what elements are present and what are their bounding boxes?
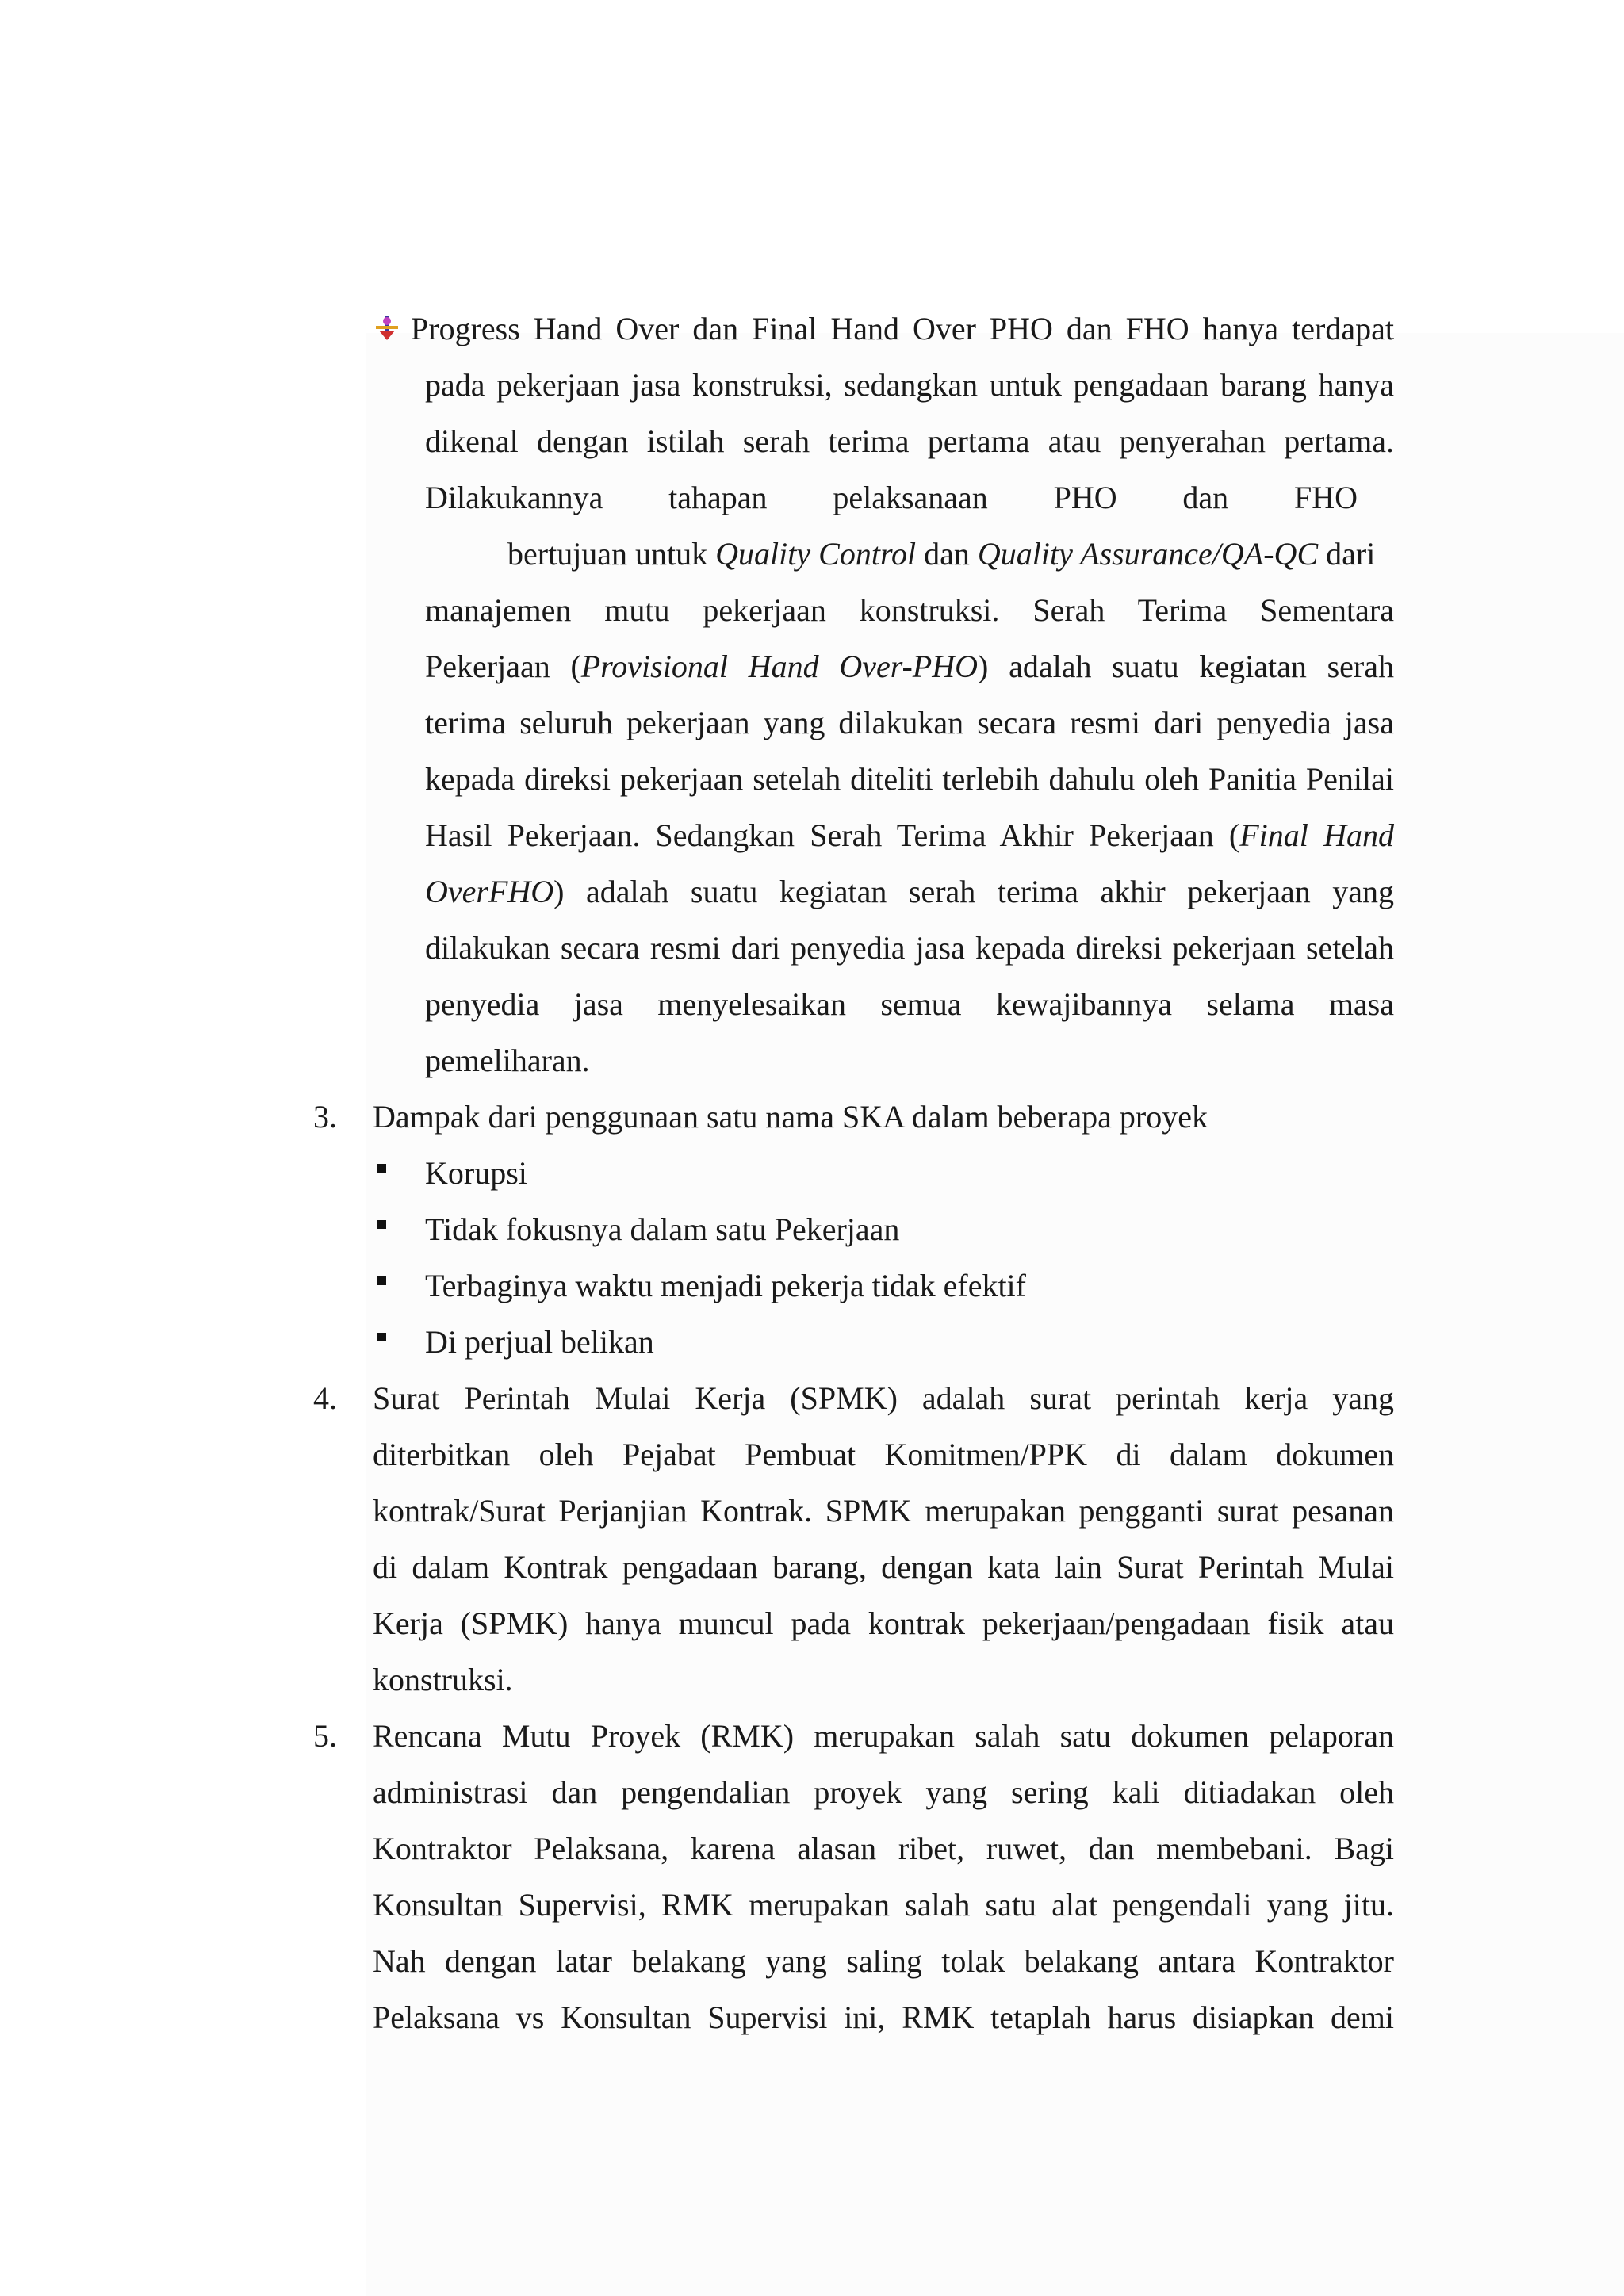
square-bullet-icon xyxy=(377,1220,386,1229)
word: FHO xyxy=(1125,311,1189,346)
item3-text: Dampak dari penggunaan satu nama SKA dalam beberapa proyek xyxy=(373,1099,1208,1135)
item4-line-4: di dalam Kontrak pengadaan barang, dengan kata lain Surat Perintah Mulai xyxy=(373,1549,1394,1585)
square-bullet-icon xyxy=(377,1276,386,1285)
item5-line-1: Rencana Mutu Proyek (RMK) merupakan salah satu dokumen pelaporan xyxy=(373,1718,1394,1754)
item3-bullet-2: Tidak fokusnya dalam satu Pekerjaan xyxy=(425,1211,900,1247)
word: Hand xyxy=(533,311,603,346)
item4-line-3: kontrak/Surat Perjanjian Kontrak. SPMK merupakan pengganti surat pesanan xyxy=(373,1493,1394,1529)
list-number-3: 3. xyxy=(313,1099,337,1135)
word: Final xyxy=(752,311,818,346)
word: Over xyxy=(912,311,976,346)
word: hanya xyxy=(1202,311,1279,346)
item4-line-2: diterbitkan oleh Pejabat Pembuat Komitmen/PPK di dalam dokumen xyxy=(373,1437,1394,1472)
item5-line-3: Kontraktor Pelaksana, karena alasan ribet, ruwet, dan membebani. Bagi xyxy=(373,1831,1394,1866)
item4-line-5: Kerja (SPMK) hanya muncul pada kontrak pekerjaan/pengadaan fisik atau xyxy=(373,1605,1394,1641)
bullet1-line-13: penyedia jasa menyelesaikan semua kewajibannya selama masa xyxy=(425,986,1394,1022)
bullet1-line-14: pemeliharan. xyxy=(425,1043,590,1078)
bullet1-line-1 xyxy=(411,301,1394,357)
list-number-5: 5. xyxy=(313,1718,337,1754)
word: terdapat xyxy=(1292,311,1394,346)
item3-bullet-1: Korupsi xyxy=(425,1155,527,1191)
word: PHO xyxy=(989,311,1053,346)
list-number-4: 4. xyxy=(313,1380,337,1416)
word: dan xyxy=(1066,311,1113,346)
item5-line-4: Konsultan Supervisi, RMK merupakan salah satu alat pengendali yang jitu. xyxy=(373,1887,1394,1923)
item3-bullet-4: Di perjual belikan xyxy=(425,1324,654,1360)
bullet1-line-7: Pekerjaan (Provisional Hand Over-PHO) adalah suatu kegiatan serah xyxy=(425,649,1395,684)
square-bullet-icon xyxy=(377,1333,386,1341)
word: Hand xyxy=(830,311,899,346)
bullet1-line-4: Dilakukannya tahapan pelaksanaan PHO dan FHO xyxy=(425,480,1358,515)
item4-line-6: konstruksi. xyxy=(373,1662,513,1697)
bullet1-line-11: OverFHO) adalah suatu kegiatan serah terima akhir pekerjaan yang xyxy=(425,874,1394,909)
bullet1-line-10: Hasil Pekerjaan. Sedangkan Serah Terima Akhir Pekerjaan (Final Hand xyxy=(425,817,1395,853)
pin-arrow-icon xyxy=(374,315,400,342)
word: dan xyxy=(692,311,739,346)
word: Over xyxy=(615,311,680,346)
bullet1-line-5: bertujuan untuk Quality Control dan Quality Assurance/QA-QC dari xyxy=(508,536,1376,572)
bullet1-line-8: terima seluruh pekerjaan yang dilakukan secara resmi dari penyedia jasa xyxy=(425,705,1394,740)
bullet1-line-9: kepada direksi pekerjaan setelah diteliti terlebih dahulu oleh Panitia Penilai xyxy=(425,761,1394,797)
bullet1-line-2: pada pekerjaan jasa konstruksi, sedangkan untuk pengadaan barang hanya xyxy=(425,367,1394,403)
bullet1-line-12: dilakukan secara resmi dari penyedia jasa kepada direksi pekerjaan setelah xyxy=(425,930,1394,966)
square-bullet-icon xyxy=(377,1164,386,1173)
item3-bullet-3: Terbaginya waktu menjadi pekerja tidak efektif xyxy=(425,1268,1026,1303)
item5-line-5: Nah dengan latar belakang yang saling tolak belakang antara Kontraktor xyxy=(373,1943,1394,1979)
bullet1-line-3: dikenal dengan istilah serah terima pertama atau penyerahan pertama. xyxy=(425,423,1394,459)
bullet1-line-6: manajemen mutu pekerjaan konstruksi. Serah Terima Sementara xyxy=(425,592,1394,628)
item5-line-6: Pelaksana vs Konsultan Supervisi ini, RMK tetaplah harus disiapkan demi xyxy=(373,1999,1394,2035)
item4-line-1: Surat Perintah Mulai Kerja (SPMK) adalah surat perintah kerja yang xyxy=(373,1380,1394,1416)
word: Progress xyxy=(411,311,520,346)
item5-line-2: administrasi dan pengendalian proyek yang sering kali ditiadakan oleh xyxy=(373,1774,1394,1810)
